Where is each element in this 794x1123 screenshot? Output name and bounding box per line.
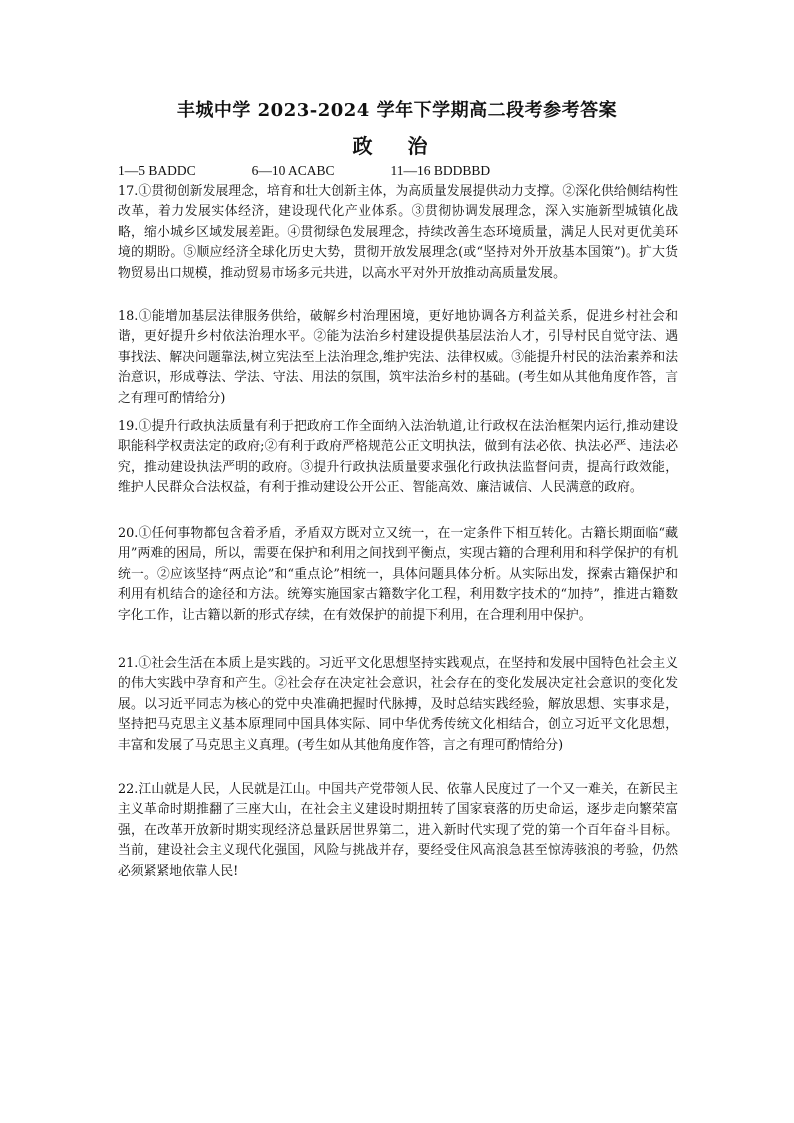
answer-18: 18.①能增加基层法律服务供给，破解乡村治理困境，更好地协调各方利益关系，促进乡村社会和谐，更好提升乡村依法治理水平。②能为法治乡村建设提供基层法治人才，引导村民自觉守法、遇事找法、解决问题靠法,树立宪法至上法治理念,维护宪法、法律权威。③能提升村民的法治素养和法治意识，形成尊法、学法、守法、用法的氛围，筑牢法治乡村的基础。(考生如从其他角度作答，言之有理可酌情给分) <box>118 309 678 406</box>
answer-22: 22.江山就是人民，人民就是江山。中国共产党带领人民、依靠人民度过了一个又一难关，在新民主主义革命时期推翻了三座大山，在社会主义建设时期扭转了国家衰落的历史命运，逐步走向繁荣富强，在改革开放新时期实现经济总量跃居世界第二，进入新时代实现了党的第一个百年奋斗目标。当前，建设社会主义现代化强国，风险与挑战并存，要经受住风高浪急甚至惊涛骇浪的考验，仍然必须紧紧地依靠人民! <box>118 782 678 879</box>
subject-heading: 政 治 <box>352 134 442 158</box>
mc-group-11-16: 11—16 BDDBBD <box>390 163 491 178</box>
answer-19: 19.①提升行政执法质量有利于把政府工作全面纳入法治轨道,让行政权在法治框架内运行,推动建设职能科学权责法定的政府;②有利于政府严格规范公正文明执法，做到有法必依、执法必严、违法必究，推动建设执法严明的政府。③提升行政执法质量要求强化行政执法监督问责，提高行政效能，维护人民群众合法权益，有利于推动建设公开公正、智能高效、廉洁诚信、人民满意的政府。 <box>118 419 678 496</box>
multiple-choice-answers <box>118 163 546 179</box>
mc-group-1-5: 1—5 BADDC <box>118 163 196 178</box>
document-title: 丰城中学 2023-2024 学年下学期高二段考参考答案 <box>176 100 618 121</box>
answer-21: 21.①社会生活在本质上是实践的。习近平文化思想坚持实践观点，在坚持和发展中国特色社会主义的伟大实践中孕育和产生。②社会存在决定社会意识，社会存在的变化发展决定社会意识的变化发展。以习近平同志为核心的党中央准确把握时代脉搏，及时总结实践经验，解放思想、实事求是，坚持把马克思主义基本原理同中国具体实际、同中华优秀传统文化相结合，创立习近平文化思想，丰富和发展了马克思主义真理。(考生如从其他角度作答，言之有理可酌情给分) <box>118 656 678 753</box>
answer-17: 17.①贯彻创新发展理念，培育和壮大创新主体，为高质量发展提供动力支撑。②深化供给侧结构性改革，着力发展实体经济，建设现代化产业体系。③贯彻协调发展理念，深入实施新型城镇化战略，缩小城乡区域发展差距。④贯彻绿色发展理念，持续改善生态环境质量，满足人民对更优美环境的期盼。⑤顺应经济全球化历史大势，贯彻开放发展理念(或“坚持对外开放基本国策”)。扩大货物贸易出口规模，推动贸易市场多元共进，以高水平对外开放推动高质量发展。 <box>118 184 678 281</box>
answer-20: 20.①任何事物都包含着矛盾，矛盾双方既对立又统一，在一定条件下相互转化。古籍长期面临“藏用”两难的困局，所以，需要在保护和利用之间找到平衡点，实现古籍的合理利用和科学保护的有机统一。②应该坚持“两点论”和“重点论”相统一，具体问题具体分析。从实际出发，探索古籍保护和利用有机结合的途径和方法。统筹实施国家古籍数字化工程，利用数字技术的“加持”，推进古籍数字化工作，让古籍以新的形式存续，在有效保护的前提下利用，在合理利用中保护。 <box>118 526 678 623</box>
mc-group-6-10: 6—10 ACABC <box>251 163 335 178</box>
